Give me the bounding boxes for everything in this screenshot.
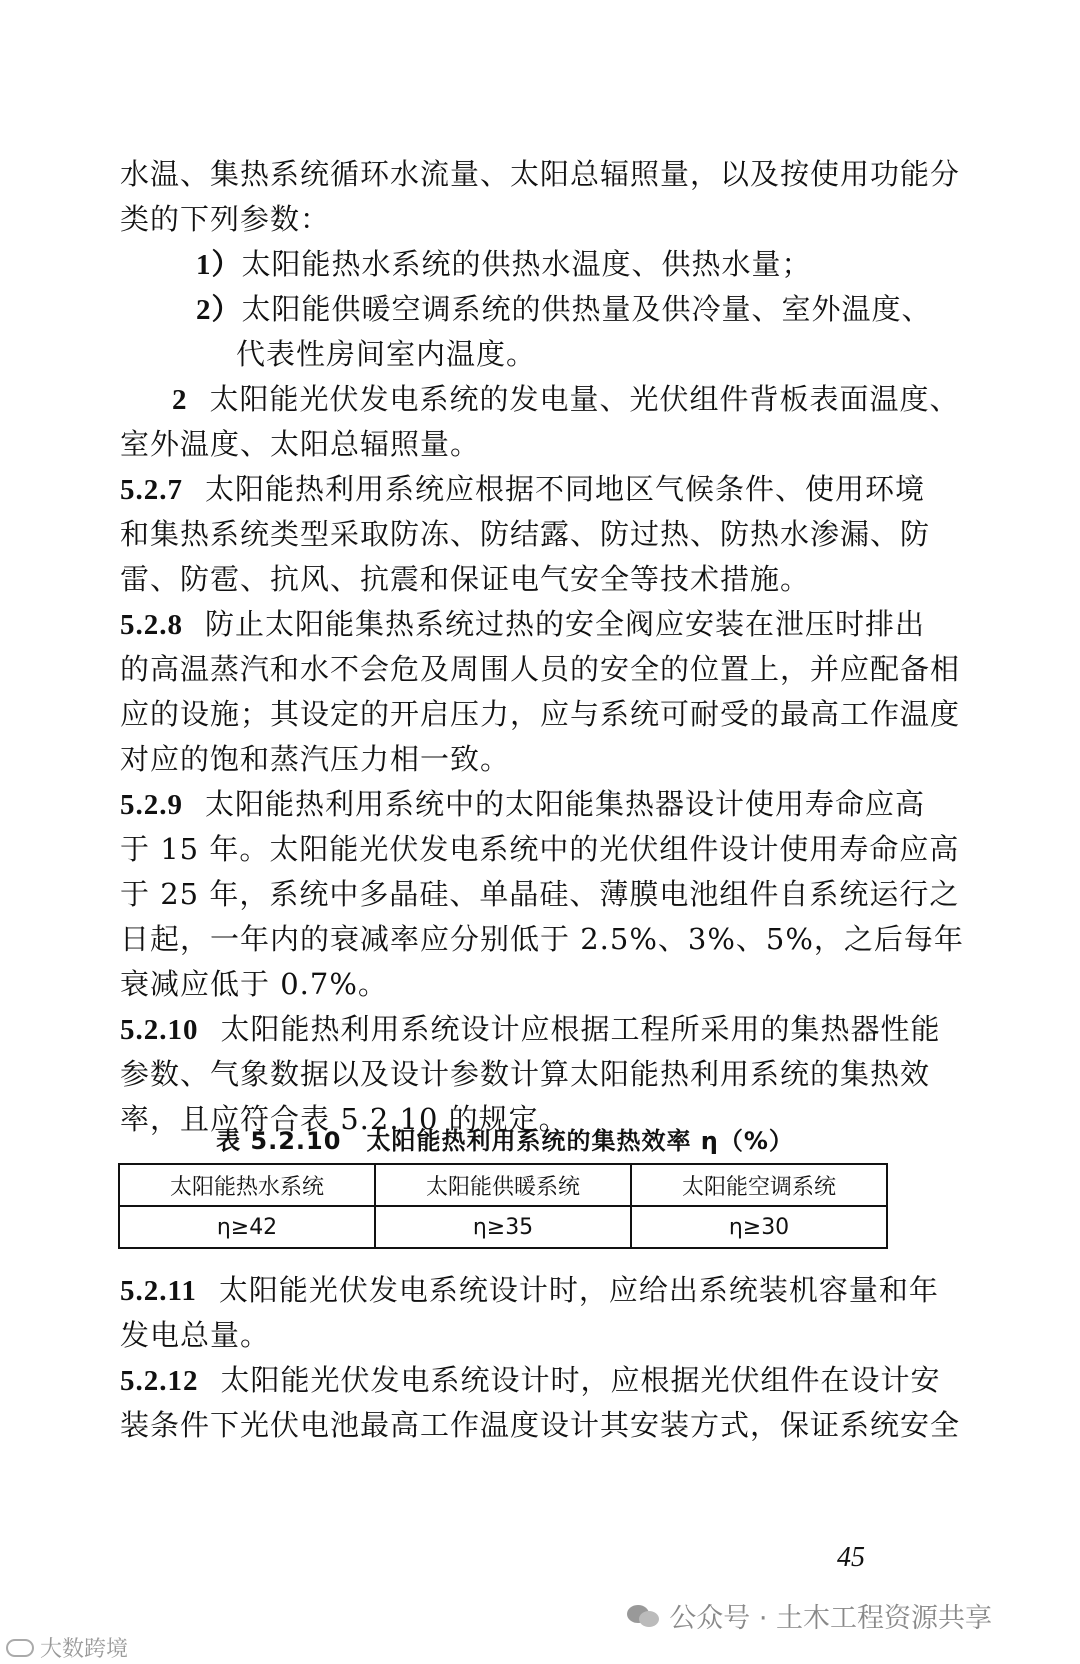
table-header-cell: 太阳能热水系统	[119, 1164, 375, 1206]
clause-5-2-9-line-4: 日起，一年内的衰减率应分别低于 2.5%、3%、5%，之后每年	[120, 922, 964, 956]
table-header-cell: 太阳能空调系统	[631, 1164, 887, 1206]
clause-5-2-9-line-2: 于 15 年。太阳能光伏发电系统中的光伏组件设计使用寿命应高	[120, 832, 960, 866]
clause-5-2-10-line-2: 参数、气象数据以及设计参数计算太阳能热利用系统的集热效	[120, 1057, 931, 1091]
list-item-2	[120, 287, 932, 332]
sub-item-2	[120, 377, 960, 422]
sub-item-2-text: 太阳能光伏发电系统的发电量、光伏组件背板表面温度、	[209, 382, 960, 416]
intro-line-2: 类的下列参数：	[120, 202, 331, 236]
page-number: 45	[837, 1542, 865, 1573]
table-cell: η≥35	[375, 1206, 631, 1248]
clause-5-2-12-text: 太阳能光伏发电系统设计时，应根据光伏组件在设计安	[220, 1363, 941, 1397]
table-cell: η≥42	[119, 1206, 375, 1248]
intro-line-1: 水温、集热系统循环水流量、太阳总辐照量，以及按使用功能分	[120, 157, 961, 191]
clause-5-2-8-number: 5.2.8	[120, 609, 183, 641]
table-cell: η≥30	[631, 1206, 887, 1248]
list-item-2-continued: 代表性房间室内温度。	[236, 337, 537, 371]
clause-5-2-7-line-3: 雷、防雹、抗风、抗震和保证电气安全等技术措施。	[120, 562, 811, 596]
clause-5-2-7-number: 5.2.7	[120, 474, 183, 506]
watermark-wechat	[627, 1596, 992, 1635]
clause-5-2-9-line-5: 衰减应低于 0.7%。	[120, 967, 388, 1001]
sub-item-2-number: 2	[172, 384, 188, 416]
clause-5-2-11	[120, 1268, 939, 1313]
clause-5-2-10	[120, 1007, 941, 1052]
clause-5-2-11-number: 5.2.11	[120, 1275, 197, 1307]
clause-5-2-9-number: 5.2.9	[120, 789, 183, 821]
clause-5-2-10-line-3: 率，且应符合表 5.2.10 的规定。	[120, 1102, 569, 1136]
clause-5-2-8-text: 防止太阳能集热系统过热的安全阀应安装在泄压时排出	[205, 607, 926, 641]
section-text-top	[120, 152, 964, 1142]
clause-5-2-9-text: 太阳能热利用系统中的太阳能集热器设计使用寿命应高	[205, 787, 926, 821]
efficiency-table	[118, 1163, 888, 1249]
clause-5-2-12-number: 5.2.12	[120, 1365, 199, 1397]
clause-5-2-8-line-4: 对应的饱和蒸汽压力相一致。	[120, 742, 511, 776]
watermark-corner	[6, 1632, 128, 1663]
watermark-wechat-text: 公众号 · 土木工程资源共享	[669, 1603, 992, 1634]
clause-5-2-10-number: 5.2.10	[120, 1014, 199, 1046]
clause-5-2-9-line-3: 于 25 年，系统中多晶硅、单晶硅、薄膜电池组件自系统运行之	[120, 877, 960, 911]
section-text-bottom	[120, 1268, 961, 1448]
table-header-row	[119, 1164, 887, 1206]
list-item-1-text: 太阳能热水系统的供热水温度、供热水量；	[241, 247, 812, 281]
list-item-1-number: 1）	[196, 249, 242, 281]
table-header-cell: 太阳能供暖系统	[375, 1164, 631, 1206]
loop-logo-icon	[6, 1639, 34, 1657]
clause-5-2-9	[120, 782, 926, 827]
list-item-2-text: 太阳能供暖空调系统的供热量及供冷量、室外温度、	[241, 292, 932, 326]
watermark-corner-text: 大数跨境	[40, 1637, 129, 1662]
clause-5-2-8-line-2: 的高温蒸汽和水不会危及周围人员的安全的位置上，并应配备相	[120, 652, 961, 686]
clause-5-2-10-text: 太阳能热利用系统设计应根据工程所采用的集热器性能	[220, 1012, 941, 1046]
clause-5-2-11-line-2: 发电总量。	[120, 1318, 271, 1352]
sub-item-2-continued: 室外温度、太阳总辐照量。	[120, 427, 481, 461]
clause-5-2-7-line-2: 和集热系统类型采取防冻、防结露、防过热、防热水渗漏、防	[120, 517, 931, 551]
clause-5-2-7	[120, 467, 926, 512]
table-caption: 表 5.2.10 太阳能热利用系统的集热效率 η（%）	[216, 1127, 794, 1155]
clause-5-2-8-line-3: 应的设施；其设定的开启压力，应与系统可耐受的最高工作温度	[120, 697, 961, 731]
clause-5-2-12-line-2: 装条件下光伏电池最高工作温度设计其安装方式，保证系统安全	[120, 1408, 961, 1442]
wechat-icon	[627, 1603, 661, 1629]
clause-5-2-11-text: 太阳能光伏发电系统设计时，应给出系统装机容量和年	[218, 1273, 939, 1307]
list-item-2-number: 2）	[196, 294, 242, 326]
clause-5-2-8	[120, 602, 926, 647]
clause-5-2-7-text: 太阳能热利用系统应根据不同地区气候条件、使用环境	[205, 472, 926, 506]
clause-5-2-12	[120, 1358, 941, 1403]
list-item-1	[120, 242, 890, 287]
table-row	[119, 1206, 887, 1248]
